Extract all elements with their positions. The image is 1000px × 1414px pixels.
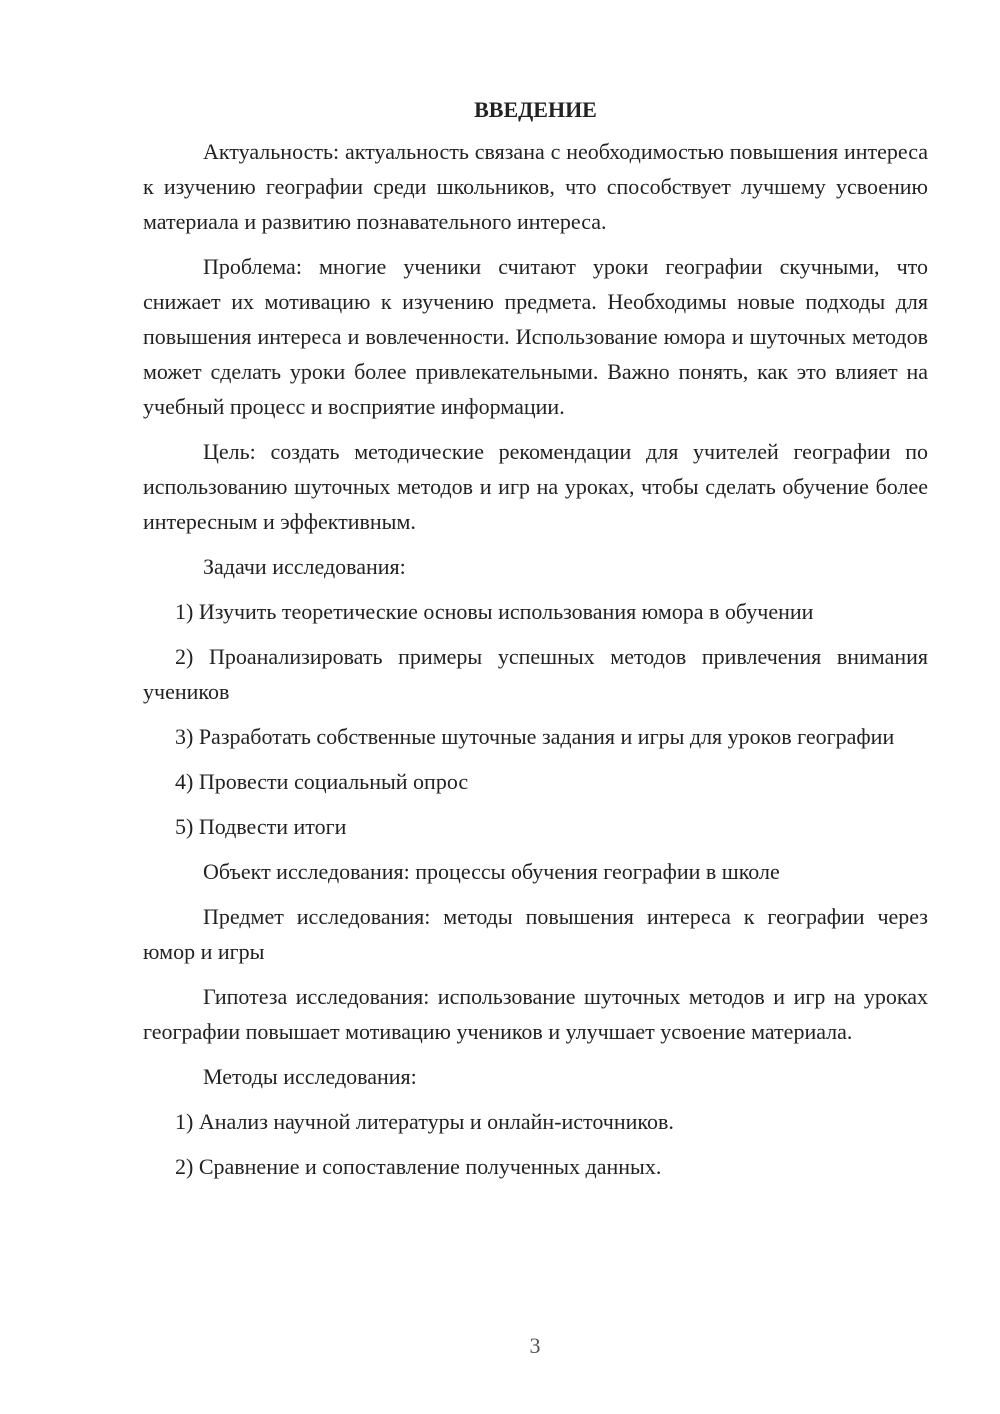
task-item: 3) Разработать собственные шуточные задания и игры для уроков географии [175,724,895,749]
relevance-paragraph: Актуальность: актуальность связана с необходимостью повышения интереса к изучению географии среди школьников, что способствует лучшему усвоению материала и развитию познавательного интереса. [143,139,928,234]
hypothesis-paragraph: Гипотеза исследования: использование шуточных методов и игр на уроках географии повышает мотивацию учеников и улучшает усвоение материала. [143,984,928,1044]
page-number: 3 [529,1333,541,1358]
methods-heading: Методы исследования: [203,1064,417,1089]
method-item: 1) Анализ научной литературы и онлайн-источников. [175,1109,674,1134]
tasks-heading: Задачи исследования: [203,554,406,579]
problem-paragraph: Проблема: многие ученики считают уроки географии скучными, что снижает их мотивацию к изучению предмета. Необходимы новые подходы для повышения интереса и вовлеченности. Использование юмора и шуточных методов может сделать уроки более привлекательными. Важно понять, как это влияет на учебный процесс и восприятие информации. [143,254,928,419]
goal-paragraph: Цель: создать методические рекомендации для учителей географии по использованию шуточных методов и игр на уроках, чтобы сделать обучение более интересным и эффективным. [143,439,928,534]
section-heading: ВВЕДЕНИЕ [474,97,597,122]
research-object-paragraph: Объект исследования: процессы обучения географии в школе [203,859,780,884]
task-item: 4) Провести социальный опрос [175,769,469,794]
document-page [143,92,928,1194]
task-item: 2) Проанализировать примеры успешных методов привлечения внимания учеников [143,644,928,704]
task-item: 1) Изучить теоретические основы использования юмора в обучении [175,599,814,624]
method-item: 2) Сравнение и сопоставление полученных данных. [175,1154,662,1179]
task-item: 5) Подвести итоги [175,814,347,839]
research-subject-paragraph: Предмет исследования: методы повышения интереса к географии через юмор и игры [143,904,928,964]
